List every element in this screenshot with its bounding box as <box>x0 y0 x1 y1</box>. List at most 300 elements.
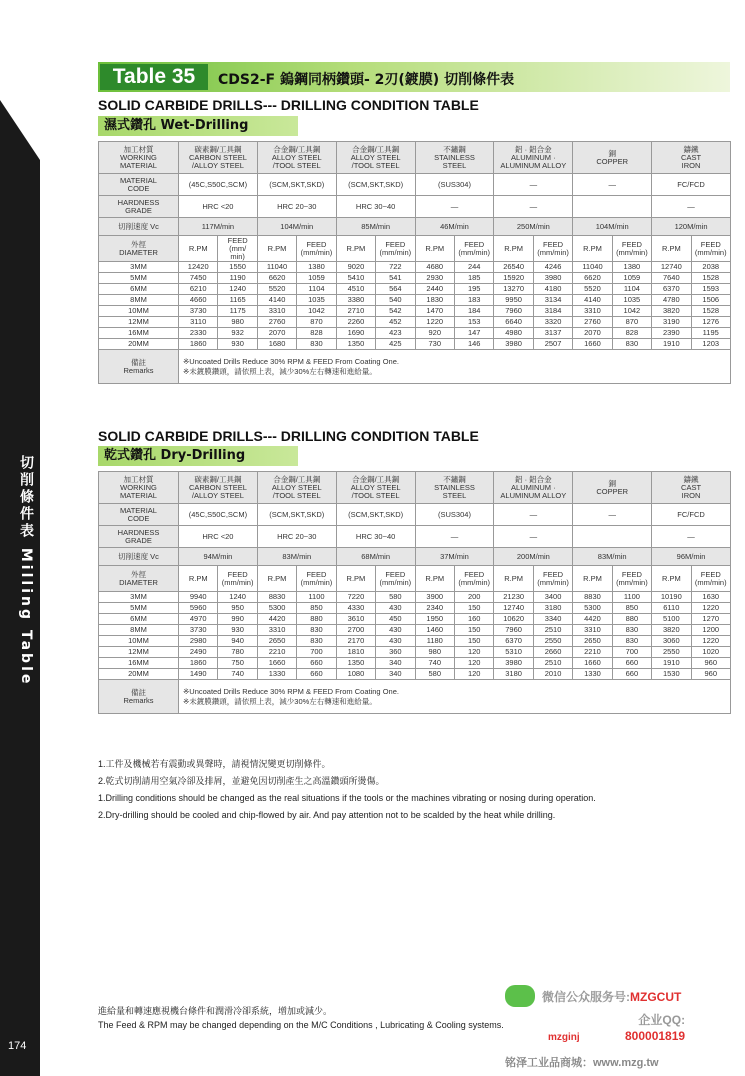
table-cell: 1059 <box>297 273 336 284</box>
table-cell: 1660 <box>573 658 612 669</box>
table-cell: 2340 <box>415 603 454 614</box>
wet-section-title: SOLID CARBIDE DRILLS--- DRILLING CONDITION TABLE <box>98 97 479 113</box>
table-cell: 1530 <box>652 669 691 680</box>
hardness-row <box>99 196 731 218</box>
table-cell: 26540 <box>494 262 533 273</box>
table-cell: 541 <box>376 273 415 284</box>
table-cell: 3184 <box>533 306 572 317</box>
table-cell: 780 <box>218 647 257 658</box>
table-cell: 3340 <box>533 614 572 625</box>
table-cell: 2010 <box>533 669 572 680</box>
table-cell: 830 <box>612 339 651 350</box>
table-cell: 150 <box>454 625 493 636</box>
cutting-speed: 250M/min <box>494 218 573 236</box>
table-cell: 1690 <box>336 328 375 339</box>
hardness-grade: HRC <20 <box>179 196 258 218</box>
table-cell: 1190 <box>218 273 257 284</box>
material-code: — <box>573 174 652 196</box>
table-cell: 4140 <box>257 295 296 306</box>
table-cell: 1860 <box>179 339 218 350</box>
note-item: 1.工件及機械若有震動或異聲時，請視情況變更切削條件。 <box>98 759 331 769</box>
material-name: 碳素鋼/工具鋼 CARBON STEEL /ALLOY STEEL <box>179 142 258 174</box>
material-code: FC/FCD <box>652 504 731 526</box>
table-row <box>99 647 731 658</box>
table-cell: 3610 <box>336 614 375 625</box>
material-name: 鑄鐵 CAST IRON <box>652 142 731 174</box>
table-cell: 1200 <box>691 625 730 636</box>
feed-label: FEED (mm/min) <box>612 566 651 592</box>
cutting-speed: 104M/min <box>257 218 336 236</box>
note-item: 1.Drilling conditions should be changed as the real situations if the tools or the machines vibrating or nosing during operation. <box>98 793 596 803</box>
feed-label: FEED (mm/min) <box>612 236 651 262</box>
diameter-value: 6MM <box>99 284 179 295</box>
material-code: (SCM,SKT,SKD) <box>257 504 336 526</box>
diameter-value: 12MM <box>99 647 179 658</box>
table-cell: 2390 <box>652 328 691 339</box>
diameter-value: 8MM <box>99 625 179 636</box>
table-cell: 3310 <box>257 306 296 317</box>
table-cell: 1203 <box>691 339 730 350</box>
material-name: 合金鋼/工具鋼 ALLOY STEEL /TOOL STEEL <box>257 142 336 174</box>
table-cell: 850 <box>612 603 651 614</box>
table-cell: 730 <box>415 339 454 350</box>
table-cell: 960 <box>691 669 730 680</box>
table-cell: 9950 <box>494 295 533 306</box>
table-cell: 1550 <box>218 262 257 273</box>
table-cell: 4970 <box>179 614 218 625</box>
wet-drilling-table <box>98 141 731 384</box>
table-cell: 1175 <box>218 306 257 317</box>
table-cell: 960 <box>691 658 730 669</box>
rpm-label: R.PM <box>179 236 218 262</box>
table-cell: 3900 <box>415 592 454 603</box>
table-cell: 184 <box>454 306 493 317</box>
table-cell: 7220 <box>336 592 375 603</box>
table-cell: 1860 <box>179 658 218 669</box>
diameter-value: 10MM <box>99 306 179 317</box>
feed-label: FEED (mm/min) <box>454 236 493 262</box>
table-cell: 8830 <box>573 592 612 603</box>
table-cell: 7960 <box>494 306 533 317</box>
table-cell: 660 <box>612 669 651 680</box>
table-row <box>99 669 731 680</box>
table-cell: 700 <box>612 647 651 658</box>
table-cell: 2038 <box>691 262 730 273</box>
hardness-grade: — <box>652 526 731 548</box>
diameter-value: 16MM <box>99 328 179 339</box>
table-cell: 1220 <box>691 636 730 647</box>
table-cell: 3310 <box>573 306 612 317</box>
table-cell: 4140 <box>573 295 612 306</box>
table-cell: 2550 <box>652 647 691 658</box>
qq-label: 企业QQ: <box>638 1013 686 1027</box>
table-cell: 580 <box>376 592 415 603</box>
hardness-grade: — <box>494 526 573 548</box>
table-cell: 1059 <box>612 273 651 284</box>
remarks-row <box>99 680 731 714</box>
table-cell: 1104 <box>612 284 651 295</box>
code-row <box>99 174 731 196</box>
cutting-speed: 46M/min <box>415 218 494 236</box>
table-cell: 3820 <box>652 306 691 317</box>
table-cell: 6640 <box>494 317 533 328</box>
unit-row <box>99 566 731 592</box>
watermark-wechat <box>542 988 681 1005</box>
table-cell: 5410 <box>336 273 375 284</box>
table-cell: 452 <box>376 317 415 328</box>
table-cell: 425 <box>376 339 415 350</box>
material-label: 加工材質 WORKING MATERIAL <box>99 142 179 174</box>
table-cell: 564 <box>376 284 415 295</box>
hardness-row <box>99 526 731 548</box>
table-row <box>99 284 731 295</box>
rpm-label: R.PM <box>494 236 533 262</box>
table-cell: 830 <box>297 625 336 636</box>
diameter-label: 外徑 DIAMETER <box>99 236 179 262</box>
feed-label: FEED (mm/ min) <box>218 236 257 262</box>
hardness-label: HARDNESS GRADE <box>99 196 179 218</box>
table-cell: 1810 <box>336 647 375 658</box>
material-code: (SCM,SKT,SKD) <box>336 174 415 196</box>
table-cell: 1035 <box>297 295 336 306</box>
table-cell: 2507 <box>533 339 572 350</box>
table-cell: 5300 <box>257 603 296 614</box>
feed-label: FEED (mm/min) <box>297 566 336 592</box>
table-cell: 990 <box>218 614 257 625</box>
cutting-speed: 68M/min <box>336 548 415 566</box>
material-name: 合金鋼/工具鋼 ALLOY STEEL /TOOL STEEL <box>336 472 415 504</box>
table-cell: 1506 <box>691 295 730 306</box>
table-cell: 360 <box>376 647 415 658</box>
table-cell: 2440 <box>415 284 454 295</box>
diameter-value: 10MM <box>99 636 179 647</box>
table-cell: 2070 <box>257 328 296 339</box>
code-label: MATERIAL CODE <box>99 504 179 526</box>
table-cell: 660 <box>297 669 336 680</box>
table-cell: 120 <box>454 669 493 680</box>
material-code: (45C,S50C,SCM) <box>179 504 258 526</box>
table-row <box>99 328 731 339</box>
table-cell: 3320 <box>533 317 572 328</box>
table-cell: 1910 <box>652 339 691 350</box>
material-code: — <box>494 174 573 196</box>
table-cell: 430 <box>376 603 415 614</box>
footer-line: The Feed & RPM may be changed depending on the M/C Conditions , Lubricating & Cooling systems. <box>98 1020 504 1030</box>
table-cell: 9940 <box>179 592 218 603</box>
table-cell: 3980 <box>494 658 533 669</box>
footer-note <box>98 1004 504 1032</box>
table-cell: 3310 <box>257 625 296 636</box>
table-cell: 2170 <box>336 636 375 647</box>
rpm-label: R.PM <box>179 566 218 592</box>
notes <box>98 756 738 824</box>
table-cell: 8830 <box>257 592 296 603</box>
table-cell: 1593 <box>691 284 730 295</box>
table-cell: 4780 <box>652 295 691 306</box>
table-cell: 1630 <box>691 592 730 603</box>
table-cell: 2260 <box>336 317 375 328</box>
table-cell: 4420 <box>257 614 296 625</box>
table-cell: 850 <box>297 603 336 614</box>
table-cell: 7450 <box>179 273 218 284</box>
hardness-grade: — <box>415 196 494 218</box>
table-cell: 2650 <box>573 636 612 647</box>
feed-label: FEED (mm/min) <box>691 566 730 592</box>
table-cell: 10190 <box>652 592 691 603</box>
table-cell: 830 <box>297 339 336 350</box>
diameter-value: 20MM <box>99 669 179 680</box>
rpm-label: R.PM <box>652 236 691 262</box>
table-cell: 5960 <box>179 603 218 614</box>
table-cell: 1660 <box>573 339 612 350</box>
table-cell: 6620 <box>573 273 612 284</box>
table-cell: 9020 <box>336 262 375 273</box>
table-cell: 1020 <box>691 647 730 658</box>
table-cell: 2550 <box>533 636 572 647</box>
material-code: — <box>494 504 573 526</box>
table-cell: 6110 <box>652 603 691 614</box>
material-label: 加工材質 WORKING MATERIAL <box>99 472 179 504</box>
wechat-label: 微信公众服务号: <box>542 990 630 1004</box>
table-cell: 1195 <box>691 328 730 339</box>
table-cell: 932 <box>218 328 257 339</box>
table-cell: 2710 <box>336 306 375 317</box>
table-cell: 3180 <box>494 669 533 680</box>
material-row <box>99 142 731 174</box>
table-cell: 2700 <box>336 625 375 636</box>
table-cell: 1490 <box>179 669 218 680</box>
table-cell: 2510 <box>533 625 572 636</box>
table-cell: 12740 <box>494 603 533 614</box>
table-cell: 5520 <box>573 284 612 295</box>
table-cell: 1220 <box>415 317 454 328</box>
table-row <box>99 295 731 306</box>
table-cell: 930 <box>218 339 257 350</box>
table-cell: 980 <box>415 647 454 658</box>
diameter-value: 6MM <box>99 614 179 625</box>
table-cell: 2650 <box>257 636 296 647</box>
remarks-label: 備註 Remarks <box>99 350 179 384</box>
table-cell: 830 <box>297 636 336 647</box>
remarks-text: ※Uncoated Drills Reduce 30% RPM & FEED From Coating One. ※未鍍膜鑽頭，請依照上表，減少30%左右轉速和進給量。 <box>179 350 731 384</box>
table-row <box>99 592 731 603</box>
table-cell: 11040 <box>573 262 612 273</box>
rpm-label: R.PM <box>415 566 454 592</box>
table-cell: 3060 <box>652 636 691 647</box>
speed-label: 切削速度 Vc <box>99 548 179 566</box>
table-cell: 3310 <box>573 625 612 636</box>
cutting-speed: 104M/min <box>573 218 652 236</box>
material-name: 鋁 · 鋁合金 ALUMINUM · ALUMINUM ALLOY <box>494 472 573 504</box>
table-cell: 7960 <box>494 625 533 636</box>
material-name: 不鏽鋼 STAINLESS STEEL <box>415 142 494 174</box>
table-cell: 3400 <box>533 592 572 603</box>
side-label: 切削條件表 Milling Table <box>18 455 34 687</box>
table-cell: 1240 <box>218 592 257 603</box>
table-cell: 830 <box>612 636 651 647</box>
hardness-grade: — <box>652 196 731 218</box>
table-cell: 2330 <box>179 328 218 339</box>
table-cell: 1240 <box>218 284 257 295</box>
table-row <box>99 273 731 284</box>
feed-label: FEED (mm/min) <box>533 566 572 592</box>
material-code: — <box>573 504 652 526</box>
table-cell: 1180 <box>415 636 454 647</box>
table-cell: 340 <box>376 658 415 669</box>
table-cell: 1042 <box>297 306 336 317</box>
table-cell: 750 <box>218 658 257 669</box>
material-code: (SCM,SKT,SKD) <box>257 174 336 196</box>
table-cell: 828 <box>297 328 336 339</box>
table-cell: 3980 <box>494 339 533 350</box>
table-cell: 1380 <box>297 262 336 273</box>
hardness-grade: HRC 20~30 <box>257 196 336 218</box>
table-cell: 3190 <box>652 317 691 328</box>
rpm-label: R.PM <box>494 566 533 592</box>
table-cell: 195 <box>454 284 493 295</box>
table-cell: 2210 <box>573 647 612 658</box>
diameter-value: 20MM <box>99 339 179 350</box>
table-cell: 4180 <box>533 284 572 295</box>
table-cell: 13270 <box>494 284 533 295</box>
table-row <box>99 306 731 317</box>
hardness-grade: HRC 30~40 <box>336 196 415 218</box>
cutting-speed: 37M/min <box>415 548 494 566</box>
table-cell: 1910 <box>652 658 691 669</box>
note-item: 2.乾式切削請用空氣冷卻及排屑，並避免因切削產生之高溫鑽頭所燙傷。 <box>98 776 385 786</box>
table-cell: 146 <box>454 339 493 350</box>
material-name: 合金鋼/工具鋼 ALLOY STEEL /TOOL STEEL <box>336 142 415 174</box>
table-row <box>99 317 731 328</box>
table-cell: 2660 <box>533 647 572 658</box>
footer-line: 進給量和轉速應視機台條件和潤滑冷卻系統，增加或減少。 <box>98 1006 333 1016</box>
table-cell: 2070 <box>573 328 612 339</box>
speed-row <box>99 548 731 566</box>
material-name: 銅 COPPER <box>573 472 652 504</box>
speed-row <box>99 218 731 236</box>
table-cell: 3137 <box>533 328 572 339</box>
table-row <box>99 603 731 614</box>
table-cell: 1042 <box>612 306 651 317</box>
table-cell: 870 <box>612 317 651 328</box>
table-cell: 1220 <box>691 603 730 614</box>
cutting-speed: 96M/min <box>652 548 731 566</box>
rpm-label: R.PM <box>573 236 612 262</box>
feed-label: FEED (mm/min) <box>297 236 336 262</box>
table-cell: 6370 <box>652 284 691 295</box>
table-cell: 6620 <box>257 273 296 284</box>
table-cell: 150 <box>454 603 493 614</box>
table-cell: 5300 <box>573 603 612 614</box>
rpm-label: R.PM <box>336 236 375 262</box>
table-cell: 3180 <box>533 603 572 614</box>
diameter-label: 外徑 DIAMETER <box>99 566 179 592</box>
table-cell: 120 <box>454 658 493 669</box>
table-cell: 1104 <box>297 284 336 295</box>
material-row <box>99 472 731 504</box>
table-row <box>99 625 731 636</box>
diameter-value: 3MM <box>99 592 179 603</box>
table-row <box>99 339 731 350</box>
table-cell: 660 <box>297 658 336 669</box>
dry-sub-title: 乾式鑽孔 Dry-Drilling <box>98 446 298 466</box>
table-cell: 21230 <box>494 592 533 603</box>
watermark-brand: mzginj <box>548 1032 580 1043</box>
rpm-label: R.PM <box>336 566 375 592</box>
remarks-label: 備註 Remarks <box>99 680 179 714</box>
table-cell: 11040 <box>257 262 296 273</box>
unit-row <box>99 236 731 262</box>
feed-label: FEED (mm/min) <box>376 236 415 262</box>
table-cell: 920 <box>415 328 454 339</box>
dry-drilling-table <box>98 471 731 714</box>
watermark-shop: 铭泽工业品商城：www.mzg.tw <box>505 1057 659 1069</box>
table-cell: 940 <box>218 636 257 647</box>
cutting-speed: 120M/min <box>652 218 731 236</box>
watermark-qq <box>625 1012 685 1044</box>
table-row <box>99 262 731 273</box>
table-cell: 150 <box>454 636 493 647</box>
table-cell: 980 <box>218 317 257 328</box>
table-cell: 1470 <box>415 306 454 317</box>
page-title: CDS2-F 鎢鋼同柄鑽頭- 2刃(鍍膜) 切削條件表 <box>218 72 515 88</box>
dry-section-title: SOLID CARBIDE DRILLS--- DRILLING CONDITION TABLE <box>98 428 479 444</box>
table-cell: 1165 <box>218 295 257 306</box>
table-cell: 4660 <box>179 295 218 306</box>
table-cell: 3820 <box>652 625 691 636</box>
cutting-speed: 85M/min <box>336 218 415 236</box>
rpm-label: R.PM <box>652 566 691 592</box>
table-cell: 3730 <box>179 625 218 636</box>
table-cell: 722 <box>376 262 415 273</box>
table-cell: 540 <box>376 295 415 306</box>
table-cell: 1460 <box>415 625 454 636</box>
table-cell: 3110 <box>179 317 218 328</box>
table-cell: 200 <box>454 592 493 603</box>
material-code: (SUS304) <box>415 504 494 526</box>
table-cell: 5100 <box>652 614 691 625</box>
table-cell: 340 <box>376 669 415 680</box>
page-number: 174 <box>8 1040 27 1052</box>
cutting-speed: 94M/min <box>179 548 258 566</box>
cutting-speed: 200M/min <box>494 548 573 566</box>
table-cell: 15920 <box>494 273 533 284</box>
table-cell: 1528 <box>691 273 730 284</box>
table-cell: 4680 <box>415 262 454 273</box>
diameter-value: 8MM <box>99 295 179 306</box>
table-cell: 7640 <box>652 273 691 284</box>
material-name: 不鏽鋼 STAINLESS STEEL <box>415 472 494 504</box>
diameter-value: 16MM <box>99 658 179 669</box>
table-cell: 4246 <box>533 262 572 273</box>
table-cell: 1950 <box>415 614 454 625</box>
feed-label: FEED (mm/min) <box>454 566 493 592</box>
hardness-grade: — <box>415 526 494 548</box>
feed-label: FEED (mm/min) <box>376 566 415 592</box>
table-cell: 930 <box>218 625 257 636</box>
hardness-label: HARDNESS GRADE <box>99 526 179 548</box>
table-cell: 185 <box>454 273 493 284</box>
table-cell: 12420 <box>179 262 218 273</box>
material-code: (45C,S50C,SCM) <box>179 174 258 196</box>
table-cell: 4330 <box>336 603 375 614</box>
qq-number: 800001819 <box>625 1029 686 1043</box>
code-label: MATERIAL CODE <box>99 174 179 196</box>
table-cell: 580 <box>415 669 454 680</box>
material-code: (SUS304) <box>415 174 494 196</box>
table-cell: 740 <box>415 658 454 669</box>
speed-label: 切削速度 Vc <box>99 218 179 236</box>
